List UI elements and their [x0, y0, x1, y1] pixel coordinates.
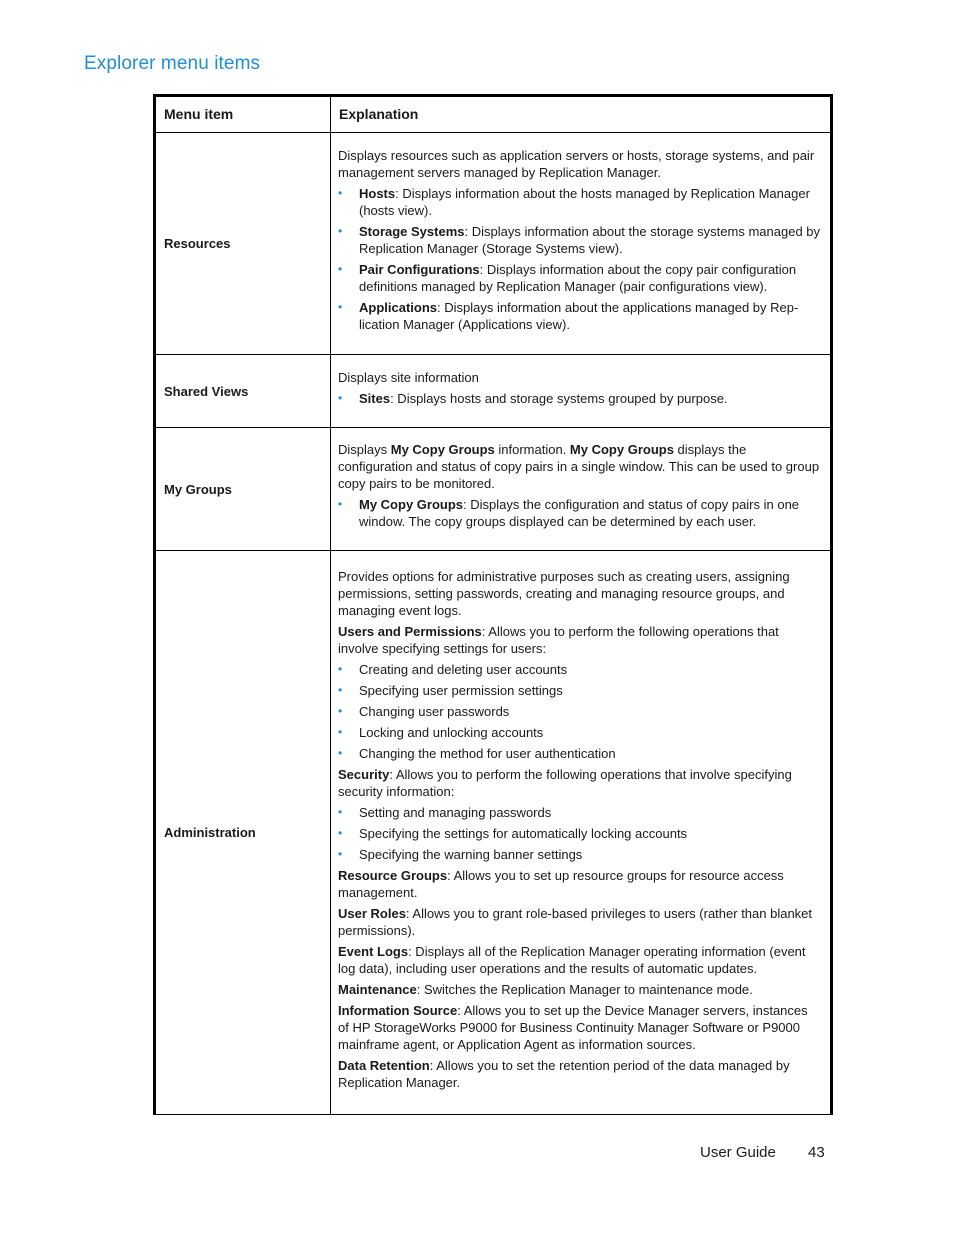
- list-item: [338, 703, 822, 720]
- list-item: [338, 682, 822, 699]
- bullet-list: [338, 390, 822, 407]
- text-run: information.: [494, 442, 570, 457]
- explanation-paragraph: [338, 905, 822, 939]
- table-row: [155, 355, 832, 428]
- bullet-icon: •: [338, 804, 343, 819]
- text-run: Displays resources such as application servers or hosts, storage systems, and pair management servers managed by Replication Manager.: [338, 148, 815, 180]
- explanation-paragraph: [338, 623, 822, 657]
- list-item: [338, 223, 822, 257]
- explanation-paragraph: [338, 1002, 822, 1053]
- text-run: : Displays hosts and storage systems grouped by purpose.: [390, 390, 728, 406]
- list-item: [338, 661, 822, 678]
- bullet-icon: •: [338, 262, 343, 276]
- bullet-icon: •: [338, 724, 343, 739]
- text-run: : Allows you to perform the following operations that involve specifying security information:: [338, 766, 792, 799]
- bold-term: User Roles: [338, 905, 406, 921]
- explanation-paragraph: [338, 568, 822, 619]
- explanation-paragraph: [338, 441, 822, 492]
- list-item: [338, 185, 822, 219]
- column-header-explanation: Explanation: [331, 96, 832, 133]
- explanation-paragraph: [338, 981, 822, 998]
- text-run: Displays: [338, 442, 391, 457]
- explanation-cell: [331, 551, 832, 1115]
- bullet-icon: •: [338, 661, 343, 676]
- bold-term: Information Source: [338, 1002, 458, 1018]
- bullet-icon: •: [338, 682, 343, 697]
- text-run: Changing the method for user authentication: [359, 745, 616, 761]
- bullet-icon: •: [338, 846, 343, 861]
- bullet-icon: •: [338, 497, 343, 511]
- bold-term: Users and Permissions: [338, 623, 482, 639]
- menu-item-administration: Administration: [155, 551, 331, 1115]
- explanation-paragraph: [338, 943, 822, 977]
- explanation-paragraph: [338, 147, 822, 181]
- text-run: Changing user passwords: [359, 703, 510, 719]
- bold-term: My Copy Groups: [390, 442, 495, 457]
- bullet-icon: •: [338, 745, 343, 760]
- explanation-cell: [331, 355, 832, 428]
- footer-label: User Guide: [700, 1144, 776, 1161]
- text-run: : Allows you to set up resource groups for resource access management.: [338, 867, 784, 900]
- text-run: Creating and deleting user accounts: [359, 661, 568, 677]
- column-header-menu-item: Menu item: [155, 96, 331, 133]
- list-item: [338, 390, 822, 407]
- list-item: [338, 745, 822, 762]
- explanation-paragraph: [338, 766, 822, 800]
- bold-term: Maintenance: [338, 981, 417, 997]
- text-run: : Allows you to grant role-based privileges to users (rather than blanket permissions).: [338, 905, 813, 938]
- bullet-icon: •: [338, 224, 343, 238]
- bullet-icon: •: [338, 390, 343, 405]
- explanation-cell: [331, 428, 832, 551]
- explorer-menu-table: [153, 94, 833, 1115]
- bullet-list: [338, 185, 822, 333]
- list-item: [338, 261, 822, 295]
- list-item: [338, 299, 822, 333]
- explanation-paragraph: [338, 1057, 822, 1091]
- explanation-paragraph: [338, 867, 822, 901]
- text-run: : Displays information about the copy pair configuration definitions managed by Replication Manager (pair configurations view).: [359, 262, 797, 294]
- text-run: Provides options for administrative purposes such as creating users, assigning permissions, setting passwords, creating and managing resource groups, and managing event logs.: [338, 568, 790, 618]
- text-run: : Allows you to set the retention period of the data managed by Replication Manager.: [338, 1057, 790, 1090]
- menu-item-shared-views: Shared Views: [155, 355, 331, 428]
- bullet-icon: •: [338, 703, 343, 718]
- bullet-icon: •: [338, 186, 343, 200]
- bold-term: Pair Configurations: [359, 262, 480, 277]
- bullet-list: [338, 804, 822, 863]
- text-run: : Allows you to set up the Device Manager servers, instances of HP StorageWorks P9000 for Business Continuity Manager Software or P9000 mainframe agent, or Application Agent as information sources.: [338, 1002, 808, 1052]
- text-run: displays the configuration and status of copy pairs in a single window. This can be used to group copy pairs to be monitored.: [338, 442, 820, 491]
- table-header-row: [155, 96, 832, 133]
- list-item: [338, 825, 822, 842]
- table-row: [155, 133, 832, 355]
- bullet-icon: •: [338, 825, 343, 840]
- text-run: Setting and managing passwords: [359, 804, 552, 820]
- page-number: 43: [808, 1144, 825, 1161]
- list-item: [338, 724, 822, 741]
- bold-term: Sites: [359, 390, 391, 406]
- text-run: : Displays information about the storage systems managed by Replication Manager (Storage Systems view).: [359, 224, 821, 256]
- page-title: Explorer menu items: [84, 53, 261, 74]
- bullet-list: [338, 661, 822, 762]
- bold-term: Security: [338, 766, 390, 782]
- text-run: Specifying the settings for automatically locking accounts: [359, 825, 688, 841]
- bold-term: My Copy Groups: [359, 497, 464, 512]
- bold-term: Storage Systems: [359, 224, 465, 239]
- bold-term: Event Logs: [338, 943, 409, 959]
- text-run: Specifying user permission settings: [359, 682, 563, 698]
- text-run: Locking and unlocking accounts: [359, 724, 544, 740]
- bold-term: My Copy Groups: [569, 442, 674, 457]
- bullet-list: [338, 496, 822, 530]
- text-run: Specifying the warning banner settings: [359, 846, 583, 862]
- text-run: Displays site information: [338, 369, 479, 385]
- bold-term: Applications: [359, 300, 438, 315]
- list-item: [338, 846, 822, 863]
- bold-term: Data Retention: [338, 1057, 430, 1073]
- explanation-cell: [331, 133, 832, 355]
- list-item: [338, 804, 822, 821]
- text-run: : Displays information about the hosts managed by Replication Manager (hosts view).: [359, 186, 810, 218]
- text-run: : Displays the configuration and status of copy pairs in one window. The copy groups displayed can be determined by each user.: [359, 497, 800, 529]
- explanation-paragraph: [338, 369, 822, 386]
- text-run: : Switches the Replication Manager to maintenance mode.: [416, 981, 753, 997]
- menu-item-my-groups: My Groups: [155, 428, 331, 551]
- text-run: : Displays all of the Replication Manager operating information (event log data), including user operations and the results of automatic updates.: [338, 943, 806, 976]
- text-run: : Displays information about the applications managed by Rep-lication Manager (Applications view).: [359, 300, 799, 332]
- table-row: [155, 428, 832, 551]
- bold-term: Hosts: [359, 186, 396, 201]
- bold-term: Resource Groups: [338, 867, 448, 883]
- list-item: [338, 496, 822, 530]
- text-run: : Allows you to perform the following operations that involve specifying settings for users:: [338, 623, 779, 656]
- menu-item-resources: Resources: [155, 133, 331, 355]
- bullet-icon: •: [338, 300, 343, 314]
- table-row: [155, 551, 832, 1115]
